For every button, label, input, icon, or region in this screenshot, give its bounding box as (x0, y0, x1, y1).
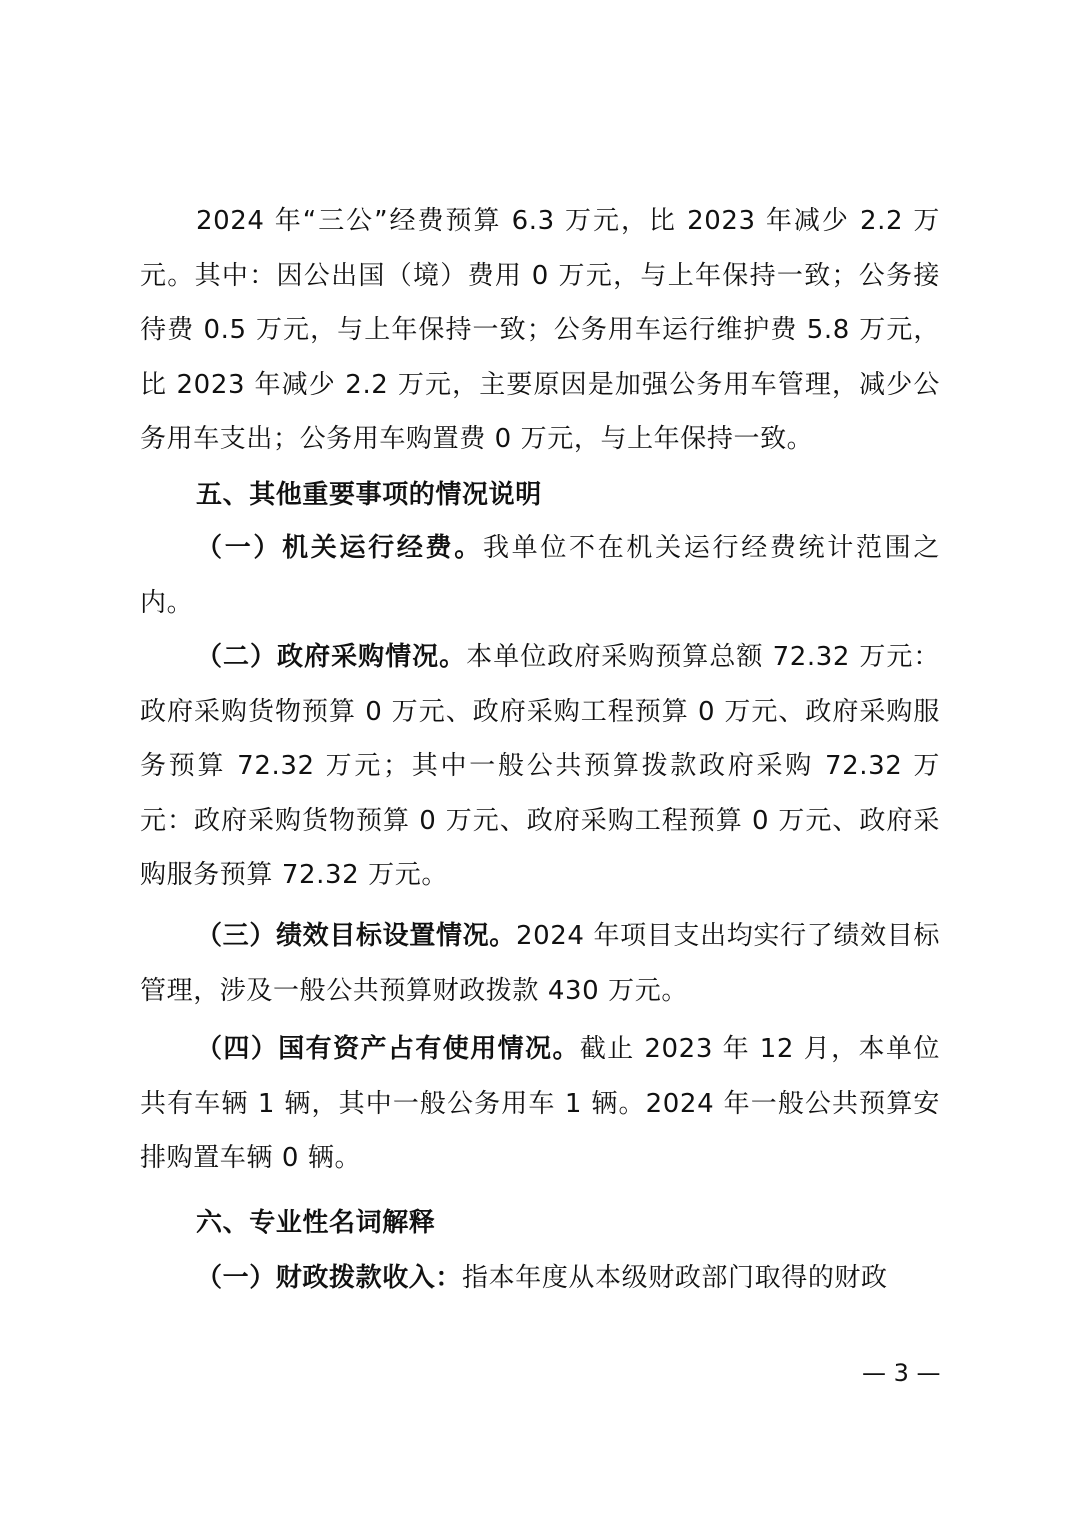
paragraph-operating-expenses (140, 521, 940, 630)
item-one-label: （一）机关运行经费。 (196, 533, 483, 563)
item-three-text: 2024 年项目支出均实行了绩效目标管理，涉及一般公共预算财政拨款 430 万元。 (140, 921, 940, 1006)
paragraph-performance-targets (140, 909, 940, 1018)
section-six-heading: 六、专业性名词解释 (196, 1208, 436, 1238)
item-three-label: （三）绩效目标设置情况。 (196, 921, 516, 951)
paragraph-fiscal-appropriation-definition (140, 1251, 940, 1306)
paragraph-state-assets (140, 1022, 940, 1186)
item-four-text: 截止 2023 年 12 月，本单位共有车辆 1 辆，其中一般公务用车 1 辆。2024 年一般公共预算安排购置车辆 0 辆。 (140, 1034, 940, 1173)
item-one-text: 我单位不在机关运行经费统计范围之内。 (140, 533, 940, 618)
paragraph-sangong-budget (140, 194, 940, 467)
page-number: — 3 — (862, 1359, 941, 1387)
paragraph-government-procurement (140, 630, 940, 903)
section-five-heading: 五、其他重要事项的情况说明 (196, 480, 542, 510)
definition-one-label: （一）财政拨款收入： (196, 1263, 463, 1293)
paragraph-sangong-text: 2024 年“三公”经费预算 6.3 万元，比 2023 年减少 2.2 万元。其中：因公出国（境）费用 0 万元，与上年保持一致；公务接待费 0.5 万元，与上年保持一致；公务用车运行维护费 5.8 万元，比 2023 年减少 2.2 万元，主要原因是加强公务用车管理，减少公务用车支出；公务用车购置费 0 万元，与上年保持一致。 (140, 206, 940, 454)
item-two-label: （二）政府采购情况。 (196, 642, 467, 672)
definition-one-text: 指本年度从本级财政部门取得的财政 (462, 1263, 888, 1293)
item-four-label: （四）国有资产占有使用情况。 (196, 1034, 580, 1064)
item-two-text: 本单位政府采购预算总额 72.32 万元：政府采购货物预算 0 万元、政府采购工程预算 0 万元、政府采购服务预算 72.32 万元；其中一般公共预算拨款政府采购 72.32 万元：政府采购货物预算 0 万元、政府采购工程预算 0 万元、政府采购服务预算 72.32 万元。 (140, 642, 940, 890)
